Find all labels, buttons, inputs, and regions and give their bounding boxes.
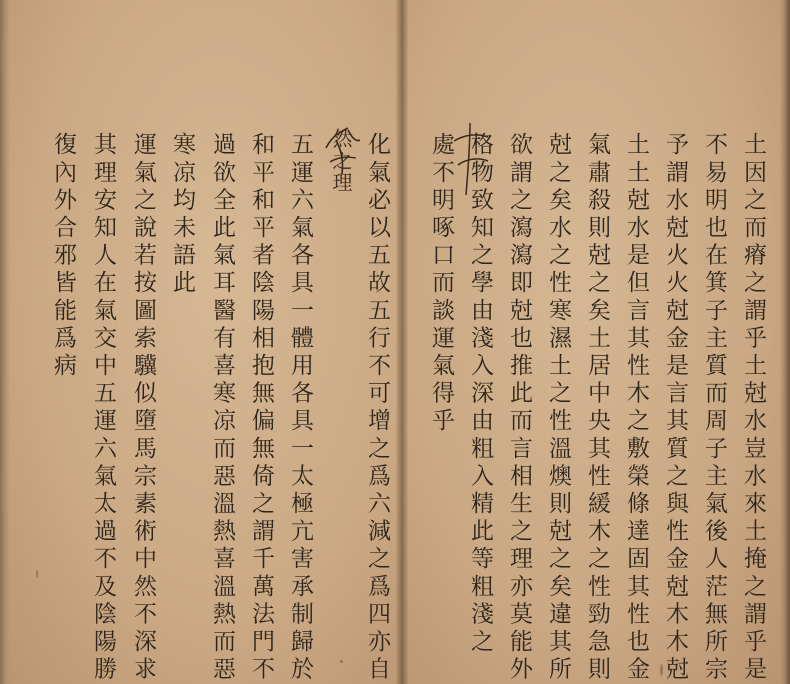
text-column: 格物致知之學由淺入深由粗入精此等粗淺之 xyxy=(467,132,493,657)
page-edge-left xyxy=(0,0,10,684)
text-column: 過欲全此氣耳醫有喜寒凉而惡溫熱喜溫熱而惡 xyxy=(209,132,235,684)
paper-speck xyxy=(36,570,38,578)
text-column: 復內外合邪皆能爲病 xyxy=(50,132,76,381)
text-column: 土土尅水是但言其性木之敷榮條達固其性也金 xyxy=(623,132,649,684)
text-column: 和平和平者陰陽相抱無偏無倚之謂千萬法門不 xyxy=(248,132,274,684)
text-column: 氣肅殺則尅之矣土居中央其性緩木之性勁急則 xyxy=(584,132,610,684)
text-column: 尅之矣水之性寒濕土之性溫燠則尅之矣違其所 xyxy=(545,132,571,684)
text-column: 不易明也在箕子主質而周子主氣後人茫無所宗 xyxy=(701,132,727,684)
page-edge-right xyxy=(780,0,790,684)
text-column: 處不明啄口而談運氣得乎 xyxy=(428,132,454,436)
paper-speck xyxy=(660,664,663,676)
right-page xyxy=(402,0,790,684)
handwritten-mark xyxy=(318,118,364,188)
text-column: 化氣必以五故五行不可增之爲六減之爲四亦自 xyxy=(364,132,390,684)
text-column: 土因之而瘠之謂乎土尅水豈水來土掩之謂乎是 xyxy=(740,132,766,684)
text-column: 運氣之說若按圖索驥似墮馬宗素術中然不深求 xyxy=(130,132,156,684)
annotation-column: 然之理 xyxy=(329,128,353,194)
text-column: 五運六氣各具一體用各具一太極亢害承制歸於 xyxy=(287,132,313,684)
text-column: 其理安知人在氣交中五運六氣太過不及陰陽勝 xyxy=(90,132,116,684)
text-column: 寒凉均未語此 xyxy=(169,132,195,298)
text-column: 予謂水尅火火尅金是言其質之與性金尅木木尅 xyxy=(662,132,688,684)
paper-speck xyxy=(340,660,343,663)
paper-speck xyxy=(140,666,143,676)
text-column: 欲謂之瀉瀉即尅也推此而言相生之理亦莫能外 xyxy=(506,132,532,684)
book-gutter xyxy=(396,0,408,684)
handwritten-mark xyxy=(448,115,494,205)
